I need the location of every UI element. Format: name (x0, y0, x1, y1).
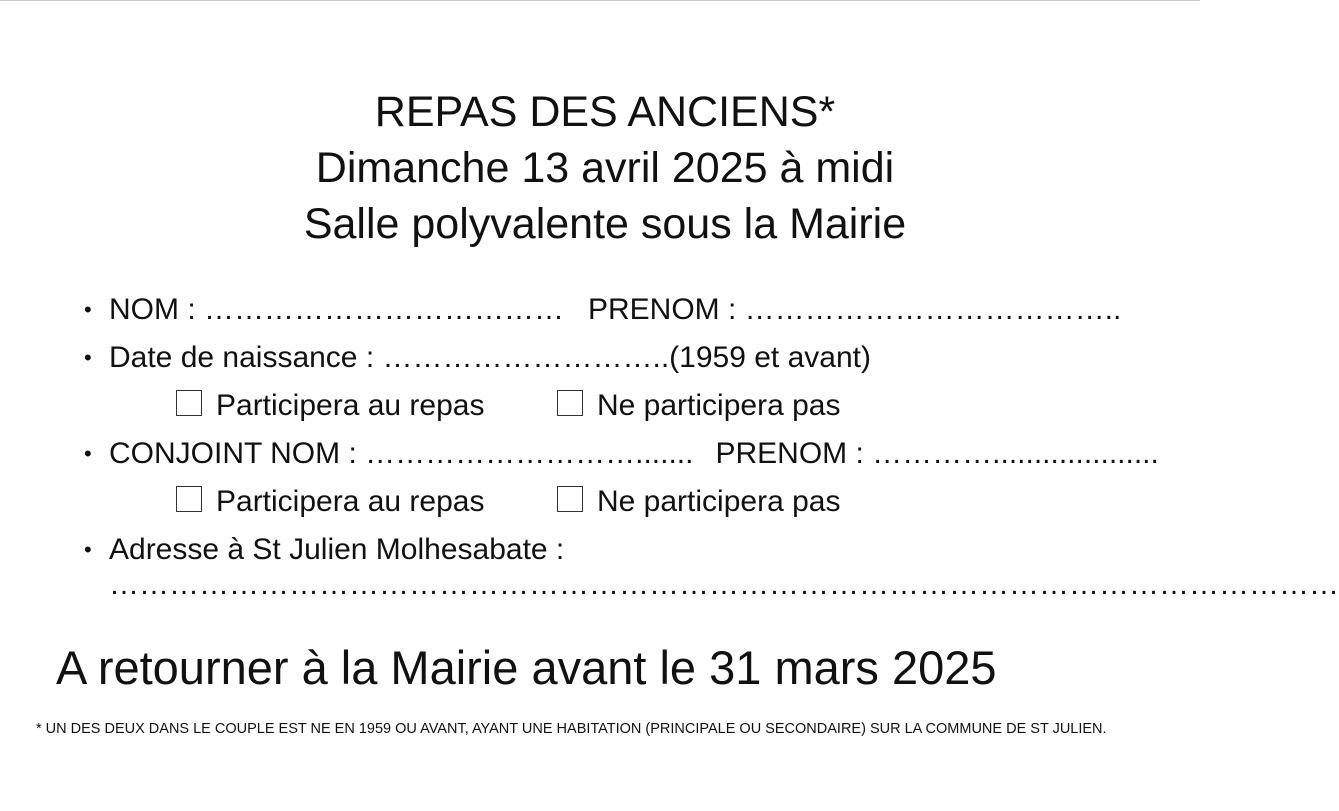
address-row (84, 526, 1164, 574)
nom-label: NOM : ……………………………… (109, 293, 564, 326)
bullet: • (84, 297, 92, 322)
conjoint-prenom-label: PRENOM : ………….................... (715, 437, 1159, 470)
prenom-label: PRENOM : ……………………………….. (588, 293, 1122, 326)
address-dotted-line[interactable]: …………………………………………………………………………………………………………… (109, 568, 1339, 601)
spouse-option-participe-label: Participera au repas (216, 485, 485, 518)
bullet: • (84, 345, 92, 370)
spouse-row (84, 430, 1164, 478)
spouse-option-ne-participe[interactable] (557, 478, 840, 526)
birthdate-row (84, 334, 1164, 382)
top-border-line (0, 0, 1200, 1)
option-participe-label: Participera au repas (216, 389, 485, 422)
birthdate-field[interactable]: Date de naissance : ………………………..(1959 et avant) (109, 341, 871, 374)
event-date: Dimanche 13 avril 2025 à midi (315, 144, 895, 192)
spouse-option-participe[interactable] (176, 478, 484, 526)
registration-form (84, 286, 1164, 574)
address-label: Adresse à St Julien Molhesabate : (109, 533, 565, 566)
event-title: REPAS DES ANCIENS* (374, 88, 836, 136)
name-field[interactable] (109, 286, 1121, 334)
checkbox-participe[interactable] (176, 390, 202, 416)
spouse-option-ne-participe-label: Ne participera pas (597, 485, 841, 518)
option-ne-participe[interactable] (557, 382, 840, 430)
bullet: • (84, 537, 92, 562)
footnote: * UN DES DEUX DANS LE COUPLE EST NE EN 1959 OU AVANT, AYANT UNE HABITATION (PRINCIPALE OU SECONDAIRE) SUR LA COMMUNE DE ST JULIEN. (36, 721, 1107, 737)
participation-options-2 (84, 478, 1164, 526)
bullet: • (84, 441, 92, 466)
checkbox-ne-participe[interactable] (557, 390, 583, 416)
participation-options-1 (84, 382, 1164, 430)
option-ne-participe-label: Ne participera pas (597, 389, 841, 422)
checkbox-spouse-participe[interactable] (176, 486, 202, 512)
document-header (0, 84, 1210, 252)
conjoint-nom-label: CONJOINT NOM : ………………………....... (109, 437, 694, 470)
checkbox-spouse-ne-participe[interactable] (557, 486, 583, 512)
name-row (84, 286, 1164, 334)
spouse-field[interactable] (109, 430, 1159, 478)
event-location: Salle polyvalente sous la Mairie (303, 200, 907, 248)
option-participe[interactable] (176, 382, 484, 430)
return-deadline: A retourner à la Mairie avant le 31 mars 2025 (56, 641, 997, 694)
